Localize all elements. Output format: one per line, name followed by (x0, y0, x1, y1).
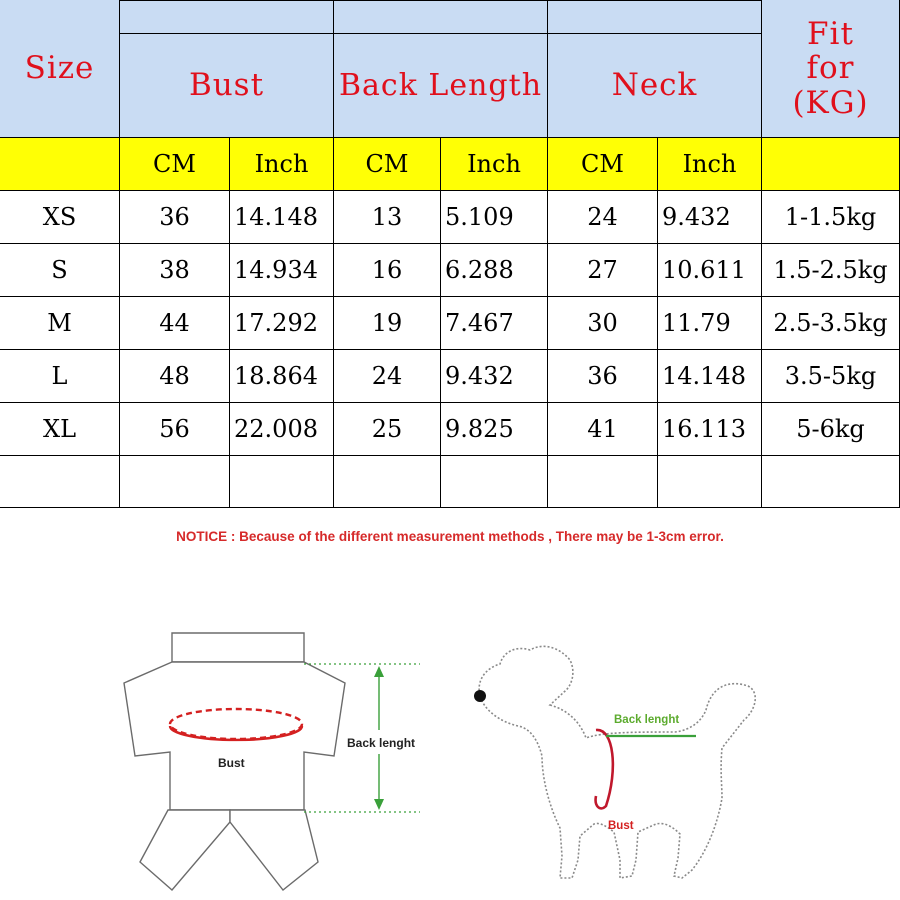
bust-cm-cell (120, 297, 230, 350)
dog-nose (474, 690, 486, 702)
bust-inch-cell (230, 244, 334, 297)
fit-cell (762, 244, 900, 297)
size-value: L (51, 362, 68, 390)
fit-value: 3.5-5kg (784, 362, 877, 390)
unit-label: Inch (682, 150, 737, 178)
neck-inch-cell (658, 297, 762, 350)
bust-inch-cell (230, 191, 334, 244)
unit-label: CM (153, 150, 196, 178)
neck-cm-cell (548, 244, 658, 297)
back-cm-value: 24 (371, 362, 403, 390)
empty-cell (441, 456, 548, 508)
dog-back-length-label: Back lenght (614, 714, 680, 726)
back-cm-value: 13 (371, 203, 403, 231)
unit-cell (658, 138, 762, 191)
empty-cell (548, 456, 658, 508)
neck-cm-value: 36 (587, 362, 618, 390)
neck-inch-value: 9.432 (662, 203, 731, 231)
bust-cm-value: 56 (159, 415, 190, 443)
neck-cm-value: 30 (587, 309, 618, 337)
back-cm-cell (334, 403, 441, 456)
size-value: XS (42, 203, 77, 231)
back-cm-cell (334, 191, 441, 244)
fit-value: 5-6kg (796, 415, 865, 443)
dog-outline (479, 646, 755, 878)
neck-header-text: Neck (611, 67, 698, 104)
fit-cell (762, 350, 900, 403)
bust-cm-value: 38 (159, 256, 190, 284)
shirt-bust-label: Bust (218, 756, 245, 770)
neck-header (548, 34, 762, 138)
neck-inch-cell (658, 403, 762, 456)
back-cm-cell (334, 297, 441, 350)
bust-cm-value: 48 (159, 362, 190, 390)
unit-cell (334, 138, 441, 191)
bust-header (120, 34, 334, 138)
neck-inch-cell (658, 350, 762, 403)
arrow-down-icon (374, 799, 384, 810)
bust-header-blank (120, 0, 334, 34)
bust-cm-value: 44 (159, 309, 190, 337)
bust-header-text: Bust (188, 67, 265, 104)
bust-cm-value: 36 (159, 203, 190, 231)
empty-cell (0, 456, 120, 508)
bust-inch-cell (230, 350, 334, 403)
size-header-text: Size (24, 50, 95, 87)
back-inch-value: 9.825 (445, 415, 514, 443)
back-cm-cell (334, 244, 441, 297)
back-inch-cell (441, 244, 548, 297)
unit-label: Inch (254, 150, 309, 178)
measurement-notice: NOTICE : Because of the different measurement methods , There may be 1-3cm error. (176, 529, 724, 544)
bust-inch-value: 14.934 (234, 256, 318, 284)
unit-cell (548, 138, 658, 191)
back-cm-value: 25 (371, 415, 403, 443)
fit-header-text: Fit for (KG) (792, 16, 869, 121)
neck-cm-cell (548, 191, 658, 244)
size-header (0, 0, 120, 138)
neck-cm-value: 27 (587, 256, 618, 284)
neck-inch-cell (658, 191, 762, 244)
back-inch-cell (441, 350, 548, 403)
unit-cell (441, 138, 548, 191)
size-value: S (51, 256, 68, 284)
unit-label: CM (365, 150, 409, 178)
shirt-body (124, 662, 345, 810)
fit-value: 2.5-3.5kg (773, 309, 888, 337)
back-inch-cell (441, 403, 548, 456)
neck-cm-cell (548, 350, 658, 403)
size-cell (0, 403, 120, 456)
bust-inch-cell (230, 297, 334, 350)
back-inch-value: 9.432 (445, 362, 514, 390)
bust-cm-cell (120, 403, 230, 456)
measurement-diagram (0, 560, 900, 900)
size-value: M (47, 309, 72, 337)
bust-cm-cell (120, 191, 230, 244)
fit-cell (762, 297, 900, 350)
neck-cm-value: 41 (587, 415, 618, 443)
neck-cm-value: 24 (587, 203, 618, 231)
unit-cell-blank (762, 138, 900, 191)
back-length-header-blank (334, 0, 548, 34)
back-length-header (334, 34, 548, 138)
neck-header-blank (548, 0, 762, 34)
bust-inch-value: 18.864 (234, 362, 318, 390)
bust-cm-cell (120, 244, 230, 297)
neck-cm-cell (548, 403, 658, 456)
size-value: XL (42, 415, 77, 443)
back-cm-cell (334, 350, 441, 403)
back-inch-value: 5.109 (445, 203, 514, 231)
bust-inch-cell (230, 403, 334, 456)
fit-cell (762, 191, 900, 244)
fit-value: 1-1.5kg (784, 203, 877, 231)
neck-inch-value: 11.79 (662, 309, 731, 337)
fit-value: 1.5-2.5kg (773, 256, 888, 284)
fit-cell (762, 403, 900, 456)
fit-header (762, 0, 900, 138)
bust-inch-value: 14.148 (234, 203, 318, 231)
empty-cell (658, 456, 762, 508)
size-cell (0, 350, 120, 403)
shirt-collar (172, 633, 304, 662)
dog-illustration (460, 560, 900, 900)
unit-cell (230, 138, 334, 191)
unit-cell (120, 138, 230, 191)
size-cell (0, 191, 120, 244)
back-length-header-text: Back Length (338, 68, 543, 103)
empty-cell (762, 456, 900, 508)
back-inch-cell (441, 191, 548, 244)
neck-inch-cell (658, 244, 762, 297)
back-cm-value: 19 (371, 309, 403, 337)
empty-cell (230, 456, 334, 508)
shirt-illustration (0, 560, 460, 900)
back-cm-value: 16 (371, 256, 403, 284)
shirt-back-length-label: Back lenght (347, 736, 416, 750)
shirt-right-leg (230, 810, 318, 890)
unit-label: Inch (467, 150, 521, 178)
neck-inch-value: 10.611 (662, 256, 746, 284)
arrow-up-icon (374, 666, 384, 677)
bust-cm-cell (120, 350, 230, 403)
size-cell (0, 297, 120, 350)
empty-cell (334, 456, 441, 508)
back-inch-value: 7.467 (445, 309, 514, 337)
back-inch-cell (441, 297, 548, 350)
neck-inch-value: 16.113 (662, 415, 746, 443)
empty-cell (120, 456, 230, 508)
shirt-left-leg (140, 810, 230, 890)
neck-inch-value: 14.148 (662, 362, 746, 390)
neck-cm-cell (548, 297, 658, 350)
dog-bust-label: Bust (608, 820, 634, 832)
bust-inch-value: 22.008 (234, 415, 318, 443)
back-inch-value: 6.288 (445, 256, 514, 284)
unit-cell-blank (0, 138, 120, 191)
size-cell (0, 244, 120, 297)
unit-label: CM (581, 150, 624, 178)
bust-inch-value: 17.292 (234, 309, 318, 337)
